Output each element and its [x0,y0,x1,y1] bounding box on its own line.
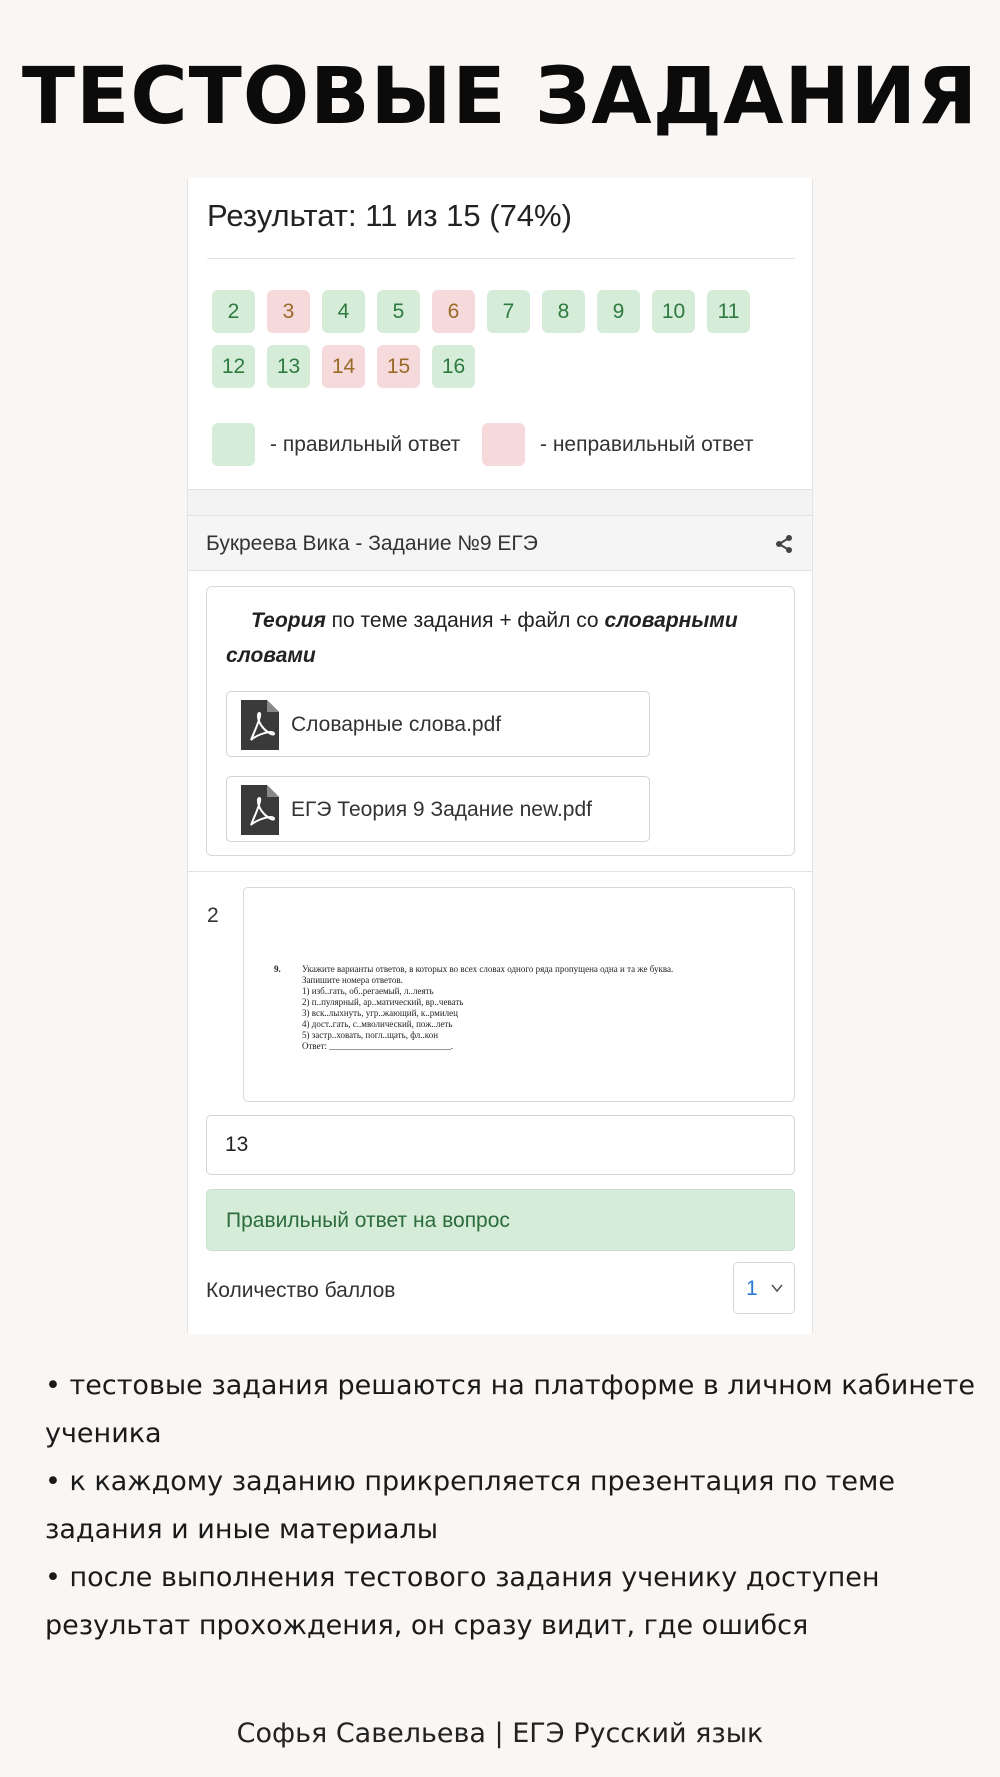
question-badge-13[interactable]: 13 [267,345,310,388]
pdf-file-icon [241,700,279,750]
scan-option: 5) застр..ховать, погл..щать, фл..кон [302,1030,439,1040]
result-title: Результат: 11 из 15 (74%) [207,198,572,233]
question-badge-11[interactable]: 11 [707,290,750,333]
footer-author: Софья Савельева | ЕГЭ Русский язык [236,1718,764,1749]
share-icon [774,534,794,554]
question-badge-2[interactable]: 2 [212,290,255,333]
question-badge-14[interactable]: 14 [322,345,365,388]
divider [188,871,812,872]
theory-panel [206,586,795,856]
scan-task-number: 9. [274,964,281,974]
section-gap [188,489,812,515]
file-attachment[interactable] [226,691,650,757]
scan-answer-line: Ответ: ___________________________. [302,1041,454,1051]
pdf-file-icon [241,785,279,835]
bullet-item: • к каждому заданию прикрепляется презентация по теме задания и иные материалы [45,1466,895,1545]
points-label: Количество баллов [206,1279,396,1302]
question-badge-4[interactable]: 4 [322,290,365,333]
legend-wrong-label: - неправильный ответ [540,433,754,456]
question-scan [274,964,704,1052]
question-badge-5[interactable]: 5 [377,290,420,333]
share-button[interactable] [764,524,804,564]
legend-wrong-swatch [482,423,525,466]
page-headline: ТЕСТОВЫЕ ЗАДАНИЯ [21,52,979,142]
chevron-down-icon [770,1281,784,1295]
question-number: 2 [207,904,219,927]
question-badge-6[interactable]: 6 [432,290,475,333]
file-name: ЕГЭ Теория 9 Задание new.pdf [291,798,592,821]
question-badge-9[interactable]: 9 [597,290,640,333]
legend [212,423,802,467]
question-badge-15[interactable]: 15 [377,345,420,388]
scan-option: 3) вск..лыхнуть, угр..жающий, к..рмилец [302,1008,458,1018]
bullet-item: • тестовые задания решаются на платформе в личном кабинете ученика [45,1370,975,1449]
legend-correct-swatch [212,423,255,466]
points-value: 1 [746,1277,758,1300]
theory-description [226,603,786,673]
divider [207,258,795,259]
question-badge-7[interactable]: 7 [487,290,530,333]
question-badge-8[interactable]: 8 [542,290,585,333]
bullet-item: • после выполнения тестового задания ученику доступен результат прохождения, он сразу видит, где ошибся [45,1562,880,1641]
question-badge-12[interactable]: 12 [212,345,255,388]
answer-input[interactable] [206,1115,795,1175]
correct-answer-alert [206,1189,795,1251]
alert-text: Правильный ответ на вопрос [226,1209,510,1232]
task-title: Букреева Вика - Задание №9 ЕГЭ [206,532,538,555]
scan-option: 1) изб..гать, об..регаемый, л..леять [302,986,434,996]
file-name: Словарные слова.pdf [291,713,502,736]
feature-bullets [45,1362,985,1650]
scan-option: 4) дост..гать, с..мволический, пож..леть [302,1019,453,1029]
scan-option: 2) п..пулярный, ар..матический, вр..чевать [302,997,464,1007]
file-attachment[interactable] [226,776,650,842]
theory-middle: по теме задания + файл со [325,609,605,632]
scan-prompt: Укажите варианты ответов, в которых во всех словах одного ряда пропущена одна и та же буква. Запишите номера ответов. [302,964,674,985]
question-image [243,887,795,1102]
question-badge-3[interactable]: 3 [267,290,310,333]
theory-tail: словарными словами [226,609,738,667]
test-result-screenshot [187,178,813,1334]
question-badge-16[interactable]: 16 [432,345,475,388]
task-header [188,515,812,571]
question-badge-10[interactable]: 10 [652,290,695,333]
points-select[interactable] [733,1262,795,1314]
theory-lead: Теория [251,609,326,632]
legend-correct-label: - правильный ответ [270,433,461,456]
